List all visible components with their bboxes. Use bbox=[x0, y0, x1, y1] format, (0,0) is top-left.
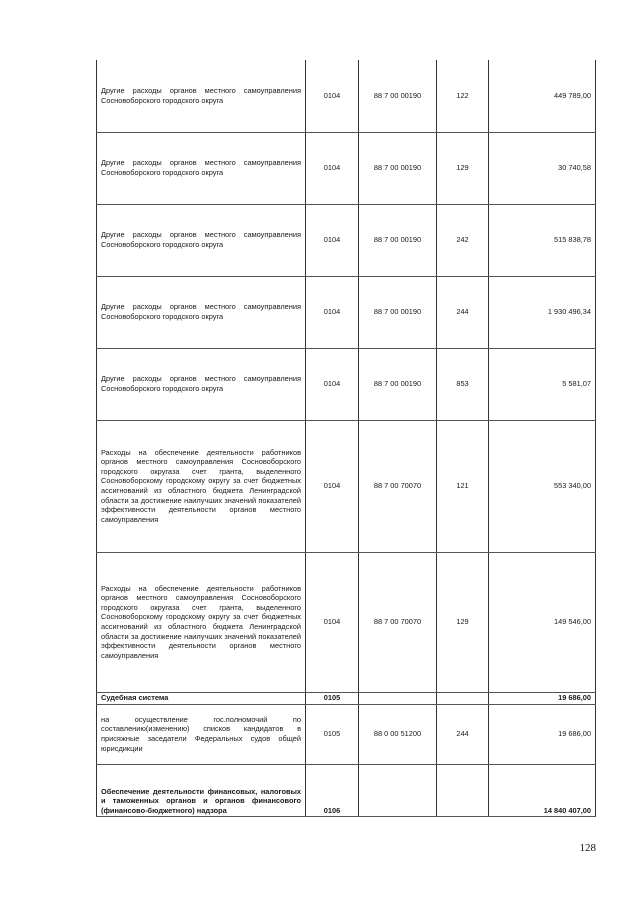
amount: 30 740,58 bbox=[489, 132, 596, 204]
table-row bbox=[97, 204, 596, 276]
target-article-code bbox=[359, 692, 437, 704]
amount: 449 789,00 bbox=[489, 60, 596, 132]
row-description: Обеспечение деятельности финансовых, налоговых и таможенных органов и органов финансового (финансово-бюджетного) надзора bbox=[97, 764, 306, 816]
table-row bbox=[97, 132, 596, 204]
expense-type-code: 242 bbox=[437, 204, 489, 276]
page-number: 128 bbox=[579, 842, 596, 854]
section-code: 0105 bbox=[306, 692, 359, 704]
row-description: Другие расходы органов местного самоуправления Сосновоборского городского округа bbox=[97, 276, 306, 348]
amount: 19 686,00 bbox=[489, 704, 596, 764]
table-row bbox=[97, 420, 596, 552]
row-description: Другие расходы органов местного самоуправления Сосновоборского городского округа bbox=[97, 132, 306, 204]
row-description: на осуществление гос.полномочий по составлению(изменению) списков кандидатов в присяжные заседатели Федеральных судов общей юрисдикции bbox=[97, 704, 306, 764]
amount: 553 340,00 bbox=[489, 420, 596, 552]
expense-type-code: 853 bbox=[437, 348, 489, 420]
target-article-code bbox=[359, 764, 437, 816]
section-code: 0104 bbox=[306, 204, 359, 276]
table-row-section-total bbox=[97, 692, 596, 704]
budget-table bbox=[96, 60, 596, 817]
expense-type-code: 122 bbox=[437, 60, 489, 132]
expense-type-code bbox=[437, 764, 489, 816]
expense-type-code: 129 bbox=[437, 132, 489, 204]
target-article-code: 88 0 00 51200 bbox=[359, 704, 437, 764]
section-code: 0105 bbox=[306, 704, 359, 764]
section-code: 0104 bbox=[306, 552, 359, 692]
section-code: 0104 bbox=[306, 420, 359, 552]
expense-type-code: 129 bbox=[437, 552, 489, 692]
row-description: Другие расходы органов местного самоуправления Сосновоборского городского округа bbox=[97, 60, 306, 132]
expense-type-code: 244 bbox=[437, 704, 489, 764]
amount: 14 840 407,00 bbox=[489, 764, 596, 816]
amount: 515 838,78 bbox=[489, 204, 596, 276]
expense-type-code: 244 bbox=[437, 276, 489, 348]
section-code: 0106 bbox=[306, 764, 359, 816]
target-article-code: 88 7 00 00190 bbox=[359, 60, 437, 132]
table-row bbox=[97, 276, 596, 348]
row-description: Другие расходы органов местного самоуправления Сосновоборского городского округа bbox=[97, 348, 306, 420]
expense-type-code bbox=[437, 692, 489, 704]
section-code: 0104 bbox=[306, 132, 359, 204]
amount: 19 686,00 bbox=[489, 692, 596, 704]
target-article-code: 88 7 00 00190 bbox=[359, 204, 437, 276]
target-article-code: 88 7 00 00190 bbox=[359, 132, 437, 204]
target-article-code: 88 7 00 00190 bbox=[359, 348, 437, 420]
table-row bbox=[97, 60, 596, 132]
target-article-code: 88 7 00 70070 bbox=[359, 552, 437, 692]
amount: 149 546,00 bbox=[489, 552, 596, 692]
table-row-section-total bbox=[97, 764, 596, 816]
section-code: 0104 bbox=[306, 276, 359, 348]
table-row bbox=[97, 704, 596, 764]
expense-type-code: 121 bbox=[437, 420, 489, 552]
row-description: Расходы на обеспечение деятельности работников органов местного самоуправления Сосновоборского городского округаза счет гранта, выделенного Сосновоборскому городскому округу за счет бюджетных ассигнований из областного бюджета Ленинградской области за достижение наилучших значений показателей эффективности деятельности органов местного самоуправления bbox=[97, 552, 306, 692]
target-article-code: 88 7 00 70070 bbox=[359, 420, 437, 552]
amount: 1 930 496,34 bbox=[489, 276, 596, 348]
section-code: 0104 bbox=[306, 60, 359, 132]
row-description: Судебная система bbox=[97, 692, 306, 704]
section-code: 0104 bbox=[306, 348, 359, 420]
target-article-code: 88 7 00 00190 bbox=[359, 276, 437, 348]
row-description: Другие расходы органов местного самоуправления Сосновоборского городского округа bbox=[97, 204, 306, 276]
row-description: Расходы на обеспечение деятельности работников органов местного самоуправления Сосновоборского городского округаза счет гранта, выделенного Сосновоборскому городскому округу за счет бюджетных ассигнований из областного бюджета Ленинградской области за достижение наилучших значений показателей эффективности деятельности органов местного самоуправления bbox=[97, 420, 306, 552]
amount: 5 581,07 bbox=[489, 348, 596, 420]
table-row bbox=[97, 552, 596, 692]
table-row bbox=[97, 348, 596, 420]
